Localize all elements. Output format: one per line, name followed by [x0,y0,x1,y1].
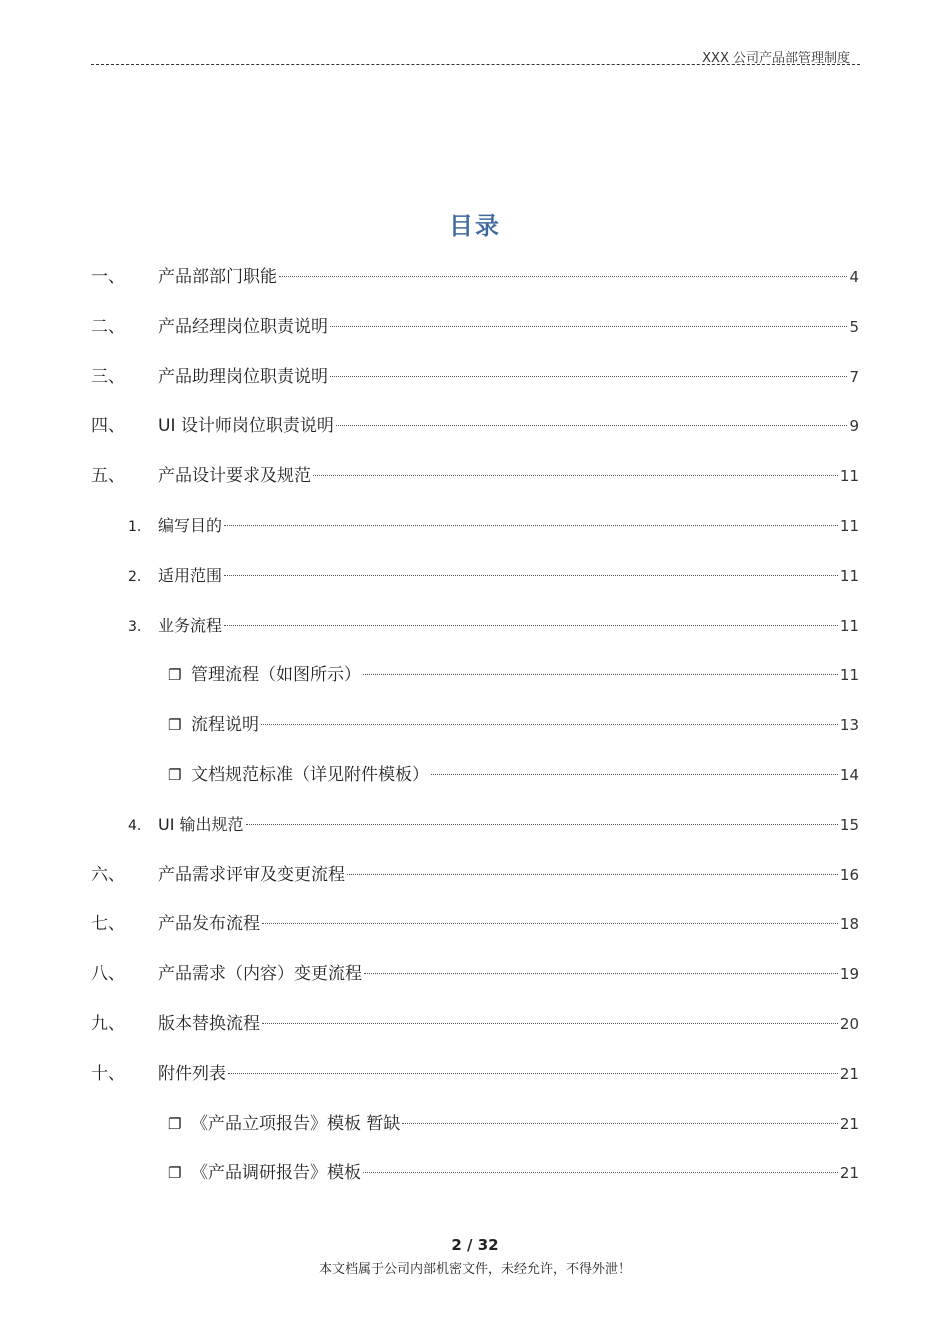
toc-entry-page: 7 [849,368,859,386]
toc-entry-label: 《产品立项报告》模板 暂缺 [191,1114,401,1134]
toc-entry-label: 产品经理岗位职责说明 [158,317,328,337]
toc-entry-page: 21 [839,1115,859,1133]
toc-entry-number: 九、 [91,1014,125,1034]
header-title: XXX 公司产品部管理制度 [702,51,850,66]
toc-entry-label: 附件列表 [158,1064,226,1084]
toc-entry[interactable] [128,614,859,638]
toc-entry[interactable] [91,1012,859,1036]
dot-leader [262,1023,838,1024]
toc-entry[interactable] [91,365,859,389]
toc-entry-page: 18 [839,915,859,933]
dot-leader [402,1123,838,1124]
toc-entry-number: 3. [128,619,142,635]
toc-entry[interactable] [168,1112,859,1136]
dot-leader [279,276,847,277]
checkbox-bullet-icon: ❐ [168,1164,182,1182]
toc-entry-page: 11 [839,666,859,684]
toc-entry[interactable] [91,962,859,986]
dot-leader [431,774,838,775]
toc-entry-page: 15 [839,816,859,834]
dot-leader [330,376,847,377]
dot-leader [313,475,838,476]
dot-leader [330,326,847,327]
toc-entry-number: 一、 [91,267,125,287]
checkbox-bullet-icon: ❐ [168,1115,182,1133]
toc-entry-label: 产品发布流程 [158,914,260,934]
toc-title: 目录 [449,212,501,240]
toc-entry-page: 11 [839,617,859,635]
confidential-note: 本文档属于公司内部机密文件，未经允许，不得外泄！ [318,1262,631,1277]
toc-entry[interactable] [128,564,859,588]
toc-entry[interactable] [91,464,859,488]
toc-entry-number: 4. [128,818,142,834]
toc-entry[interactable] [168,713,859,737]
toc-entry[interactable] [128,813,859,837]
toc-entry-number: 六、 [91,865,125,885]
toc-entry-number: 十、 [91,1064,125,1084]
toc-entry-page: 5 [849,318,859,336]
toc-entry-label: 产品需求（内容）变更流程 [158,964,362,984]
checkbox-bullet-icon: ❐ [168,716,182,734]
toc-entry-number: 七、 [91,914,125,934]
toc-entry-label: 产品部部门职能 [158,267,277,287]
dot-leader [224,575,838,576]
toc-entry-label: UI 设计师岗位职责说明 [158,416,334,436]
toc-entry-label: 产品需求评审及变更流程 [158,865,345,885]
toc-entry[interactable] [91,414,859,438]
toc-entry-label: UI 输出规范 [158,815,244,834]
page-number: 2 / 32 [451,1236,499,1254]
toc-entry[interactable] [91,863,859,887]
dot-leader [363,1172,838,1173]
dot-leader [262,923,838,924]
toc-entry-page: 9 [849,417,859,435]
toc-entry-page: 19 [839,965,859,983]
toc-entry-label: 文档规范标准（详见附件模板） [191,765,429,785]
toc-entry-number: 三、 [91,367,125,387]
checkbox-bullet-icon: ❐ [168,766,182,784]
toc-entry-page: 13 [839,716,859,734]
toc-entry[interactable] [168,763,859,787]
toc-entry-page: 11 [839,517,859,535]
dot-leader [261,724,838,725]
toc-entry-page: 11 [839,467,859,485]
toc-entry[interactable] [91,315,859,339]
page-header [91,44,860,65]
dot-leader [363,674,838,675]
toc-entry-label: 产品助理岗位职责说明 [158,367,328,387]
toc-entry-label: 适用范围 [158,566,223,585]
toc-entry-label: 产品设计要求及规范 [158,466,311,486]
toc-entry-label: 业务流程 [158,616,223,635]
dot-leader [224,525,838,526]
dot-leader [224,625,838,626]
toc-entry-label: 《产品调研报告》模板 [191,1163,361,1183]
toc-entry[interactable] [91,912,859,936]
dot-leader [347,874,838,875]
toc-entry-number: 五、 [91,466,125,486]
toc-entry-page: 11 [839,567,859,585]
toc-entry-number: 八、 [91,964,125,984]
toc-entry-number: 2. [128,569,142,585]
toc-entry[interactable] [168,1161,859,1185]
toc-entry[interactable] [168,663,859,687]
toc-entry-page: 21 [839,1164,859,1182]
toc-entry-number: 1. [128,519,142,535]
toc-entry-page: 4 [849,268,859,286]
toc-entry-number: 二、 [91,317,125,337]
toc-entry-page: 16 [839,866,859,884]
toc-entry-page: 20 [839,1015,859,1033]
toc-entry-label: 版本替换流程 [158,1014,260,1034]
toc-entry-page: 21 [839,1065,859,1083]
checkbox-bullet-icon: ❐ [168,666,182,684]
toc-entry[interactable] [128,514,859,538]
dot-leader [364,973,838,974]
dot-leader [246,824,838,825]
toc-entry-number: 四、 [91,416,125,436]
toc-entry-page: 14 [839,766,859,784]
toc-entry-label: 编写目的 [158,516,223,535]
toc-entry-label: 流程说明 [191,715,259,735]
toc-entry[interactable] [91,1062,859,1086]
toc-entry[interactable] [91,265,859,289]
dot-leader [228,1073,838,1074]
dot-leader [336,425,848,426]
toc-entry-label: 管理流程（如图所示） [191,665,361,685]
